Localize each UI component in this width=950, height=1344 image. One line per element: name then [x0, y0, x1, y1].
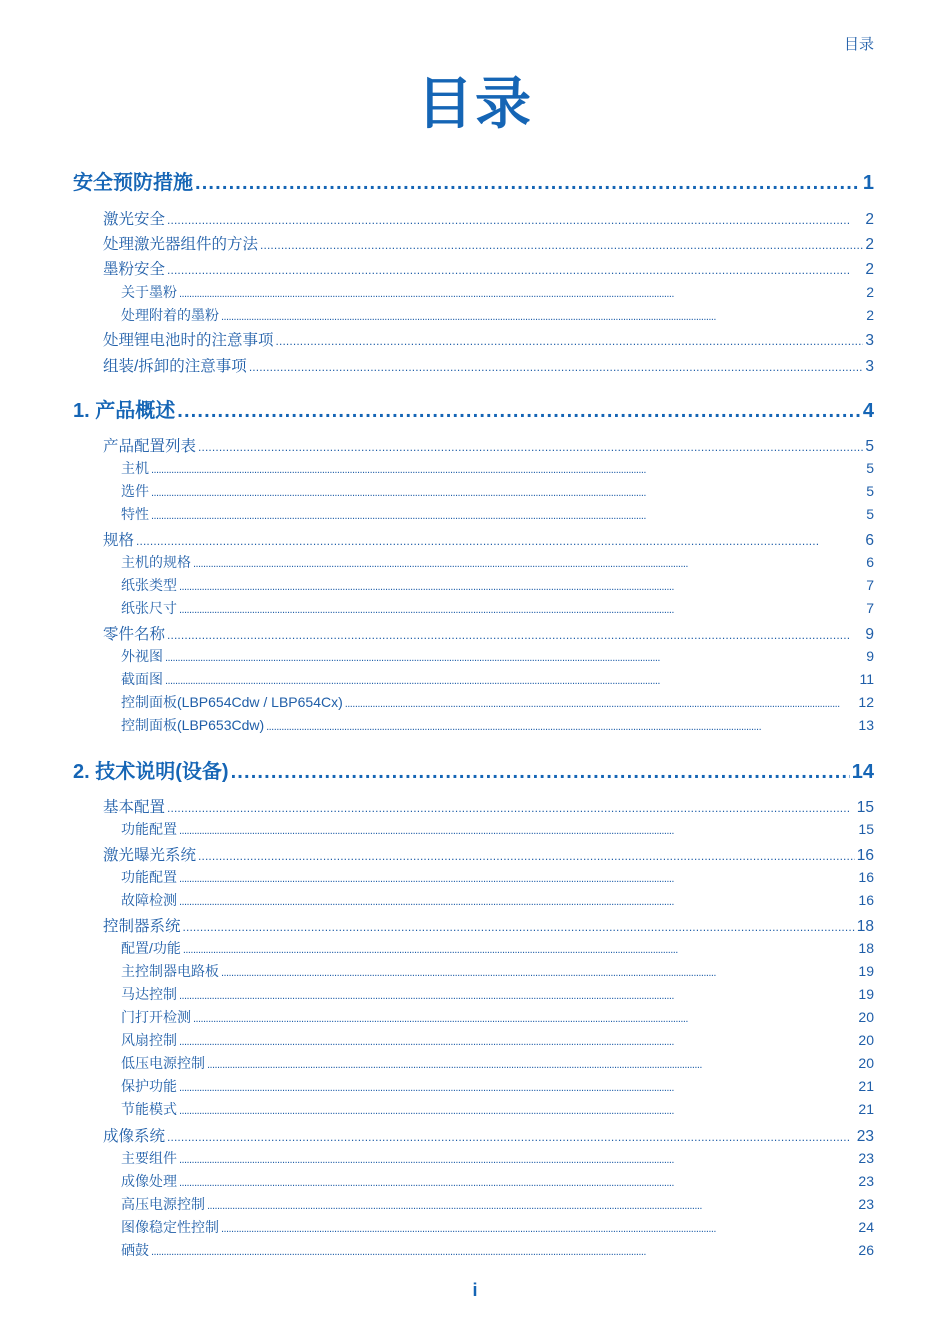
- dot-leader: [193, 1009, 856, 1025]
- toc-entry-page: 18: [858, 940, 874, 956]
- toc-entry-label: 控制面板(LBP654Cdw / LBP654Cx): [121, 694, 343, 710]
- dot-leader: [183, 940, 857, 956]
- toc-entry-page: 2: [865, 211, 874, 228]
- toc-entry-page: 14: [851, 761, 874, 783]
- dot-leader: [136, 532, 863, 550]
- page-title: 目录: [417, 72, 533, 135]
- toc-section[interactable]: [103, 354, 874, 374]
- toc-section[interactable]: [103, 795, 874, 815]
- toc-entry-page: 4: [862, 400, 874, 422]
- toc-entry-page: 9: [865, 626, 874, 643]
- toc-entry-label: 主控制器电路板: [121, 963, 219, 979]
- toc-entry-page: 3: [865, 332, 874, 349]
- toc-entry-page: 3: [865, 358, 874, 375]
- toc-entry-page: 16: [858, 892, 874, 908]
- toc-subsection[interactable]: [121, 1076, 874, 1095]
- toc-section[interactable]: [103, 622, 874, 642]
- toc-entry-page: 21: [858, 1078, 874, 1094]
- toc-entry-page: 24: [858, 1219, 874, 1235]
- toc-entry-label: 激光安全: [103, 211, 166, 228]
- toc-section[interactable]: [103, 207, 874, 227]
- toc-subsection[interactable]: [121, 1007, 874, 1026]
- toc-subsection[interactable]: [121, 646, 874, 665]
- toc-chapter[interactable]: [73, 394, 874, 420]
- toc-entry-label: 功能配置: [121, 869, 177, 885]
- dot-leader: [179, 986, 856, 1002]
- dot-leader: [151, 483, 864, 499]
- toc-subsection[interactable]: [121, 669, 874, 688]
- toc-entry-label: 门打开检测: [121, 1009, 191, 1025]
- toc-entry-label: 保护功能: [121, 1078, 177, 1094]
- toc-subsection[interactable]: [121, 458, 874, 477]
- toc-entry-label: 处理锂电池时的注意事项: [103, 332, 274, 349]
- toc-subsection[interactable]: [121, 692, 874, 711]
- dot-leader: [179, 577, 864, 593]
- toc-section[interactable]: [103, 1124, 874, 1144]
- toc-subsection[interactable]: [121, 1053, 874, 1072]
- toc-entry-label: 高压电源控制: [121, 1196, 205, 1212]
- toc-entry-label: 功能配置: [121, 821, 177, 837]
- toc-entry-label: 基本配置: [103, 799, 166, 816]
- toc-entry-label: 主机: [121, 460, 149, 476]
- toc-entry-page: 9: [866, 648, 874, 664]
- toc-entry-label: 规格: [103, 532, 135, 549]
- running-header: 目录: [843, 36, 874, 53]
- dot-leader: [193, 554, 864, 570]
- toc-chapter[interactable]: [73, 755, 874, 781]
- toc-entry-label: 主机的规格: [121, 554, 191, 570]
- toc-section[interactable]: [103, 232, 874, 252]
- toc-entry-page: 2: [865, 261, 874, 278]
- toc-subsection[interactable]: [121, 715, 874, 734]
- toc-entry-page: 23: [858, 1196, 874, 1212]
- dot-leader: [179, 1173, 856, 1189]
- toc-subsection[interactable]: [121, 481, 874, 500]
- toc-subsection[interactable]: [121, 282, 874, 301]
- toc-entry-page: 2: [866, 284, 874, 300]
- toc-entry-page: 12: [858, 694, 874, 710]
- toc-entry-label: 截面图: [121, 671, 163, 687]
- toc-entry-label: 风扇控制: [121, 1032, 177, 1048]
- toc-entry-page: 19: [858, 986, 874, 1002]
- toc-entry-page: 15: [856, 799, 874, 816]
- toc-subsection[interactable]: [121, 1030, 874, 1049]
- toc-entry-label: 纸张类型: [121, 577, 177, 593]
- toc-entry-label: 控制器系统: [103, 918, 181, 935]
- toc-entry-label: 硒鼓: [121, 1242, 149, 1258]
- toc-entry-label: 配置/功能: [121, 940, 181, 956]
- toc-entry-label: 产品配置列表: [103, 438, 197, 455]
- page-number: i: [472, 1280, 478, 1300]
- toc-entry-label: 关于墨粉: [121, 284, 177, 300]
- dot-leader: [179, 821, 856, 837]
- dot-leader: [165, 671, 857, 687]
- toc-subsection[interactable]: [121, 961, 874, 980]
- dot-leader: [179, 1150, 856, 1166]
- toc-entry-page: 5: [866, 460, 874, 476]
- toc-subsection[interactable]: [121, 305, 874, 324]
- dot-leader: [151, 506, 864, 522]
- dot-leader: [167, 1128, 855, 1146]
- toc-entry-label: 成像系统: [103, 1128, 166, 1145]
- dot-leader: [221, 307, 864, 323]
- toc-subsection[interactable]: [121, 504, 874, 523]
- toc-entry-label: 1. 产品概述: [73, 400, 176, 422]
- toc-entry-label: 安全预防措施: [73, 172, 193, 194]
- dot-leader: [266, 717, 856, 733]
- toc-subsection[interactable]: [121, 575, 874, 594]
- dot-leader: [167, 261, 863, 279]
- toc-entry-page: 11: [859, 671, 874, 687]
- toc-entry-page: 18: [856, 918, 874, 935]
- toc-entry-label: 零件名称: [103, 626, 166, 643]
- dot-leader: [179, 284, 864, 300]
- toc-entry-page: 15: [858, 821, 874, 837]
- toc-subsection[interactable]: [121, 1240, 874, 1259]
- dot-leader: [179, 600, 864, 616]
- toc-section[interactable]: [103, 328, 874, 348]
- toc-entry-label: 组装/拆卸的注意事项: [103, 358, 247, 375]
- dot-leader: [179, 1032, 856, 1048]
- toc-subsection[interactable]: [121, 890, 874, 909]
- toc-subsection[interactable]: [121, 1217, 874, 1236]
- dot-leader: [260, 236, 863, 254]
- toc-entry-page: 6: [865, 532, 874, 549]
- toc-entry-page: 1: [862, 172, 874, 194]
- dot-leader: [165, 648, 864, 664]
- toc-entry-page: 2: [866, 307, 874, 323]
- toc-entry-page: 5: [866, 506, 874, 522]
- dot-leader: [151, 1242, 856, 1258]
- dot-leader: [276, 332, 864, 350]
- toc-entry-page: 7: [866, 577, 874, 593]
- toc-entry-label: 处理附着的墨粉: [121, 307, 219, 323]
- dot-leader: [183, 918, 855, 936]
- dot-leader: [179, 869, 856, 885]
- toc-entry-page: 21: [858, 1101, 874, 1117]
- toc-entry-page: 2: [865, 236, 874, 253]
- toc-section[interactable]: [103, 434, 874, 454]
- toc-entry-page: 26: [858, 1242, 874, 1258]
- toc-entry-page: 7: [866, 600, 874, 616]
- toc-entry-page: 23: [856, 1128, 874, 1145]
- dot-leader: [179, 892, 856, 908]
- toc-subsection[interactable]: [121, 1099, 874, 1118]
- toc-entry-page: 23: [858, 1173, 874, 1189]
- toc-chapter[interactable]: [73, 166, 874, 192]
- toc-entry-label: 节能模式: [121, 1101, 177, 1117]
- toc-entry-label: 马达控制: [121, 986, 177, 1002]
- toc-subsection[interactable]: [121, 984, 874, 1003]
- dot-leader: [167, 211, 863, 229]
- toc-entry-label: 主要组件: [121, 1150, 177, 1166]
- toc-entry-page: 6: [866, 554, 874, 570]
- dot-leader: [198, 847, 855, 865]
- dot-leader: [249, 358, 864, 376]
- dot-leader: [177, 400, 861, 423]
- toc-entry-label: 纸张尺寸: [121, 600, 177, 616]
- toc-entry-page: 16: [858, 869, 874, 885]
- dot-leader: [345, 694, 857, 710]
- dot-leader: [179, 1078, 856, 1094]
- toc-subsection[interactable]: [121, 1194, 874, 1213]
- dot-leader: [151, 460, 864, 476]
- toc-entry-label: 特性: [121, 506, 149, 522]
- toc-entry-page: 13: [858, 717, 874, 733]
- toc-entry-label: 处理激光器组件的方法: [103, 236, 259, 253]
- dot-leader: [221, 1219, 856, 1235]
- toc-subsection[interactable]: [121, 938, 874, 957]
- toc-entry-page: 16: [856, 847, 874, 864]
- toc-entry-label: 激光曝光系统: [103, 847, 197, 864]
- dot-leader: [198, 438, 863, 456]
- toc-section[interactable]: [103, 257, 874, 277]
- toc-entry-label: 墨粉安全: [103, 261, 166, 278]
- dot-leader: [231, 761, 850, 784]
- toc-entry-page: 20: [858, 1009, 874, 1025]
- toc-section[interactable]: [103, 528, 874, 548]
- toc-entry-label: 低压电源控制: [121, 1055, 205, 1071]
- dot-leader: [207, 1055, 856, 1071]
- dot-leader: [167, 799, 855, 817]
- toc-entry-label: 成像处理: [121, 1173, 177, 1189]
- dot-leader: [207, 1196, 856, 1212]
- toc-subsection[interactable]: [121, 867, 874, 886]
- toc-entry-page: 5: [866, 483, 874, 499]
- toc-entry-label: 外视图: [121, 648, 163, 664]
- toc-entry-page: 20: [858, 1055, 874, 1071]
- dot-leader: [195, 172, 861, 195]
- toc-entry-label: 故障检测: [121, 892, 177, 908]
- toc-subsection[interactable]: [121, 1148, 874, 1167]
- dot-leader: [221, 963, 856, 979]
- toc-entry-page: 23: [858, 1150, 874, 1166]
- toc-section[interactable]: [103, 914, 874, 934]
- toc-entry-label: 图像稳定性控制: [121, 1219, 219, 1235]
- toc-entry-label: 选件: [121, 483, 149, 499]
- toc-subsection[interactable]: [121, 819, 874, 838]
- dot-leader: [179, 1101, 856, 1117]
- toc-section[interactable]: [103, 843, 874, 863]
- toc-entry-page: 5: [865, 438, 874, 455]
- dot-leader: [167, 626, 863, 644]
- toc-subsection[interactable]: [121, 1171, 874, 1190]
- toc-entry-page: 20: [858, 1032, 874, 1048]
- toc-entry-label: 2. 技术说明(设备): [73, 761, 229, 783]
- toc-subsection[interactable]: [121, 598, 874, 617]
- toc-subsection[interactable]: [121, 552, 874, 571]
- toc-entry-label: 控制面板(LBP653Cdw): [121, 717, 265, 733]
- toc-entry-page: 19: [858, 963, 874, 979]
